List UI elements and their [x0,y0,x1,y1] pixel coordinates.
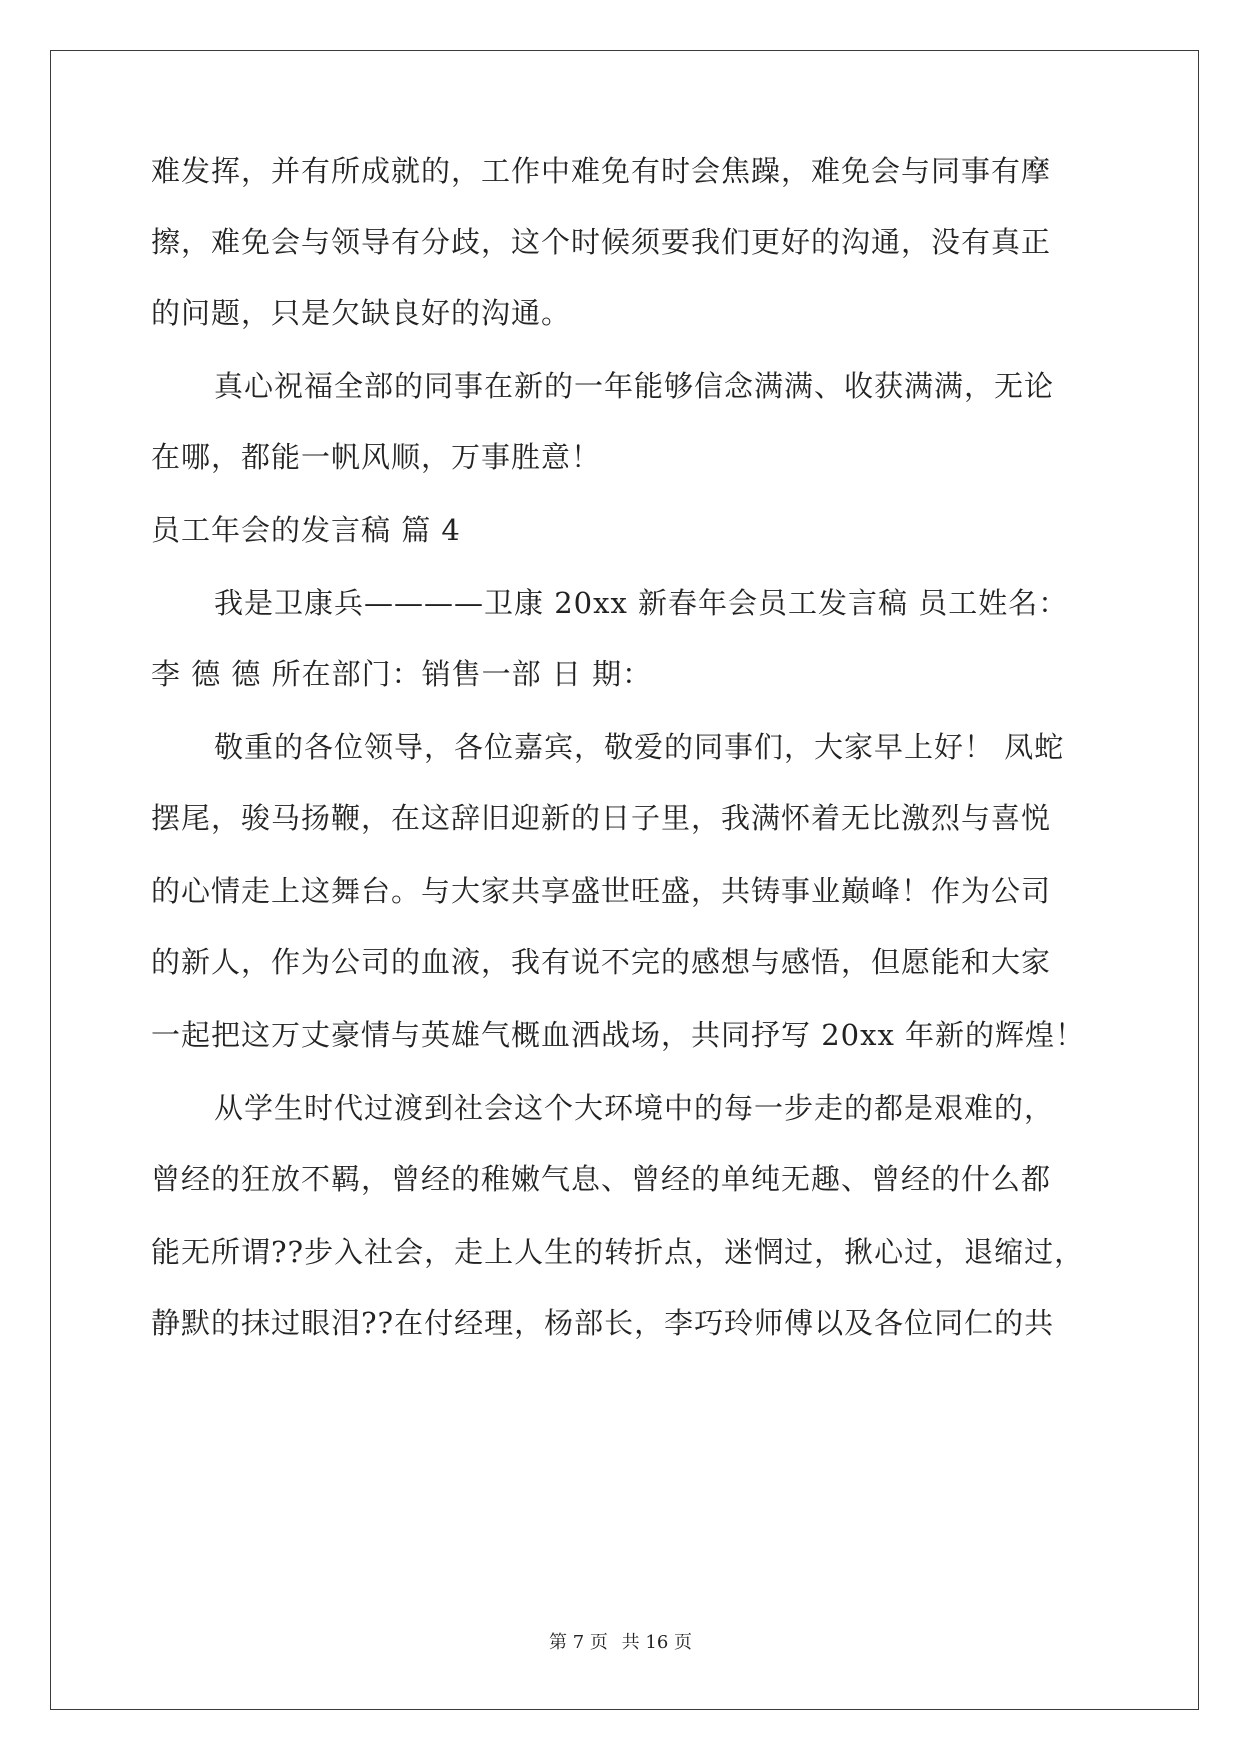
body-line: 李 德 德 所在部门：销售一部 日 期： [151,657,653,691]
body-line: 的问题，只是欠缺良好的沟通。 [151,296,572,330]
body-line: 静默的抹过眼泪??在付经理，杨部长，李巧玲师傅以及各位同仁的共 [151,1306,1055,1340]
body-line: 摆尾，骏马扬鞭，在这辞旧迎新的日子里，我满怀着无比激烈与喜悦 [151,801,1052,835]
body-line: 能无所谓??步入社会，走上人生的转折点，迷惘过，揪心过，退缩过， [151,1235,1085,1269]
page-number: 第 7 页 [549,1632,608,1653]
body-line: 曾经的狂放不羁，曾经的稚嫩气息、曾经的单纯无趣、曾经的什么都 [151,1162,1052,1196]
page-total: 共 16 页 [621,1632,692,1653]
section-heading: 员工年会的发言稿 篇 4 [151,513,461,547]
body-line: 敬重的各位领导，各位嘉宾，敬爱的同事们，大家早上好！ 凤蛇 [214,730,1065,764]
body-line: 擦，难免会与领导有分歧，这个时候须要我们更好的沟通，没有真正 [151,225,1052,259]
body-line: 从学生时代过渡到社会这个大环境中的每一步走的都是艰难的， [214,1091,1055,1125]
body-line: 的新人，作为公司的血液，我有说不完的感想与感悟，但愿能和大家 [151,945,1052,979]
body-line: 我是卫康兵————卫康 20xx 新春年会员工发言稿 员工姓名： [214,586,1069,620]
body-line: 的心情走上这舞台。与大家共享盛世旺盛，共铸事业巅峰！作为公司 [151,874,1052,908]
body-line: 真心祝福全部的同事在新的一年能够信念满满、收获满满，无论 [214,369,1055,403]
body-line: 难发挥，并有所成就的，工作中难免有时会焦躁，难免会与同事有摩 [151,154,1052,188]
page-footer [0,1632,1241,1654]
body-line: 在哪，都能一帆风顺，万事胜意！ [151,440,602,474]
body-line: 一起把这万丈豪情与英雄气概血洒战场，共同抒写 20xx 年新的辉煌！ [151,1018,1086,1052]
